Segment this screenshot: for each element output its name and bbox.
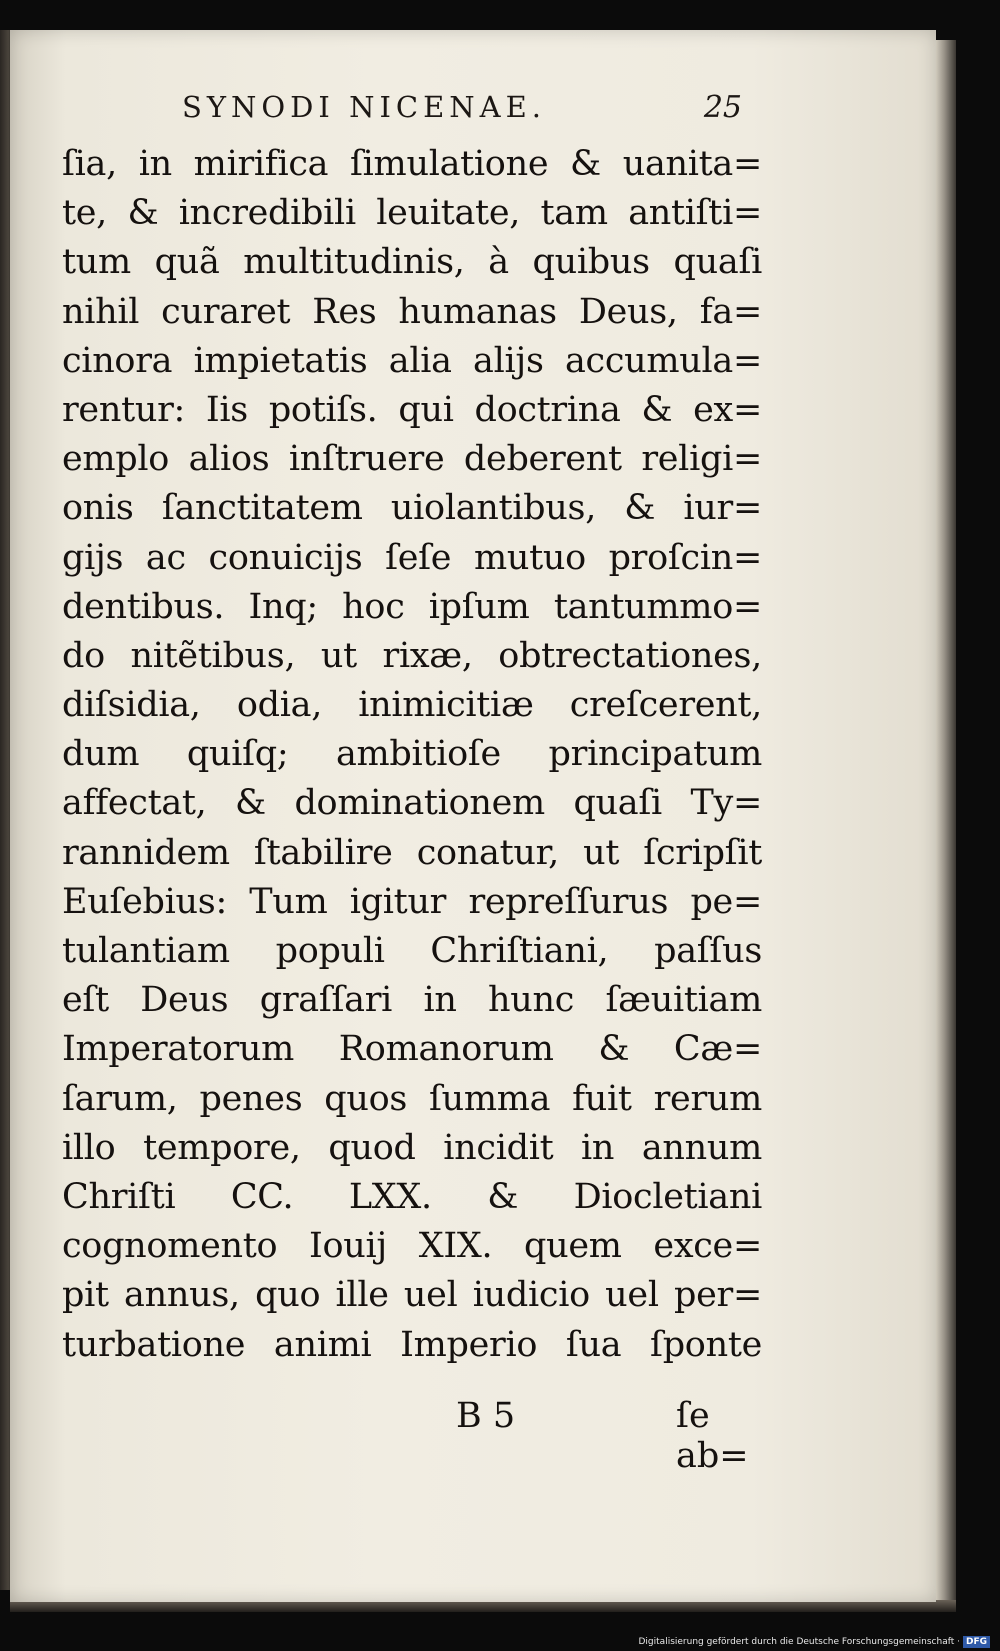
page-footer <box>62 1396 782 1476</box>
credit-text: Digitalisierung gefördert durch die Deutsche Forschungsgemeinschaft · <box>638 1637 960 1647</box>
running-head-title: SYNODI NICENAE. <box>182 90 546 124</box>
text-line: rentur: Iis potiſs. qui doctrina & ex= <box>62 389 762 430</box>
text-line: emplo alios inſtruere deberent religi= <box>62 439 762 480</box>
text-line: onis ſanctitatem uiolantibus, & iur= <box>62 488 762 529</box>
text-line: illo tempore, quod incidit in annum <box>62 1127 762 1168</box>
body-text <box>62 140 762 1370</box>
digitization-credit <box>639 1634 991 1650</box>
text-line: Chriſti CC. LXX. & Diocletiani <box>62 1176 762 1217</box>
text-line: tum quã multitudinis, à quibus quaſi <box>62 242 762 283</box>
text-line: nihil curaret Res humanas Deus, fa= <box>62 291 762 332</box>
text-line: turbatione animi Imperio ſua ſponte <box>62 1324 762 1365</box>
text-line: Imperatorum Romanorum & Cæ= <box>62 1029 762 1070</box>
text-line: cognomento Iouij XIX. quem exce= <box>62 1226 762 1267</box>
dfg-logo: DFG <box>963 1636 990 1648</box>
book-fore-edge <box>936 40 956 1600</box>
catchword: ſe ab= <box>676 1396 749 1476</box>
text-line: eſt Deus graſſari in hunc ſæuitiam <box>62 980 762 1021</box>
signature-mark: B 5 <box>456 1396 516 1436</box>
text-line: Euſebius: Tum igitur repreſſurus pe= <box>62 881 762 922</box>
text-line: ſarum, penes quos ſumma fuit rerum <box>62 1078 762 1119</box>
text-line: diſsidia, odia, inimicitiæ creſcerent, <box>62 685 762 726</box>
text-line: pit annus, quo ille uel iudicio uel per= <box>62 1275 762 1316</box>
text-line: dentibus. Inq; hoc ipſum tantummo= <box>62 586 762 627</box>
text-line: te, & incredibili leuitate, tam antiſti= <box>62 193 762 234</box>
text-line: ſia, in mirifica ſimulatione & uanita= <box>62 144 762 184</box>
running-head <box>182 90 742 130</box>
text-line: rannidem ſtabilire conatur, ut ſcripſit <box>62 832 762 873</box>
text-line: do nitẽtibus, ut rixæ, obtrectationes, <box>62 635 762 676</box>
text-line: affectat, & dominationem quaſi Ty= <box>62 783 762 824</box>
text-line: tulantiam populi Chriſtiani, paſſus <box>62 931 762 971</box>
text-line: gijs ac conuicijs ſeſe mutuo proſcin= <box>62 537 762 578</box>
text-line: dum quiſq; ambitioſe principatum <box>62 734 762 775</box>
text-line: cinora impietatis alia alijs accumula= <box>62 340 762 381</box>
page-number: 25 <box>703 90 742 125</box>
